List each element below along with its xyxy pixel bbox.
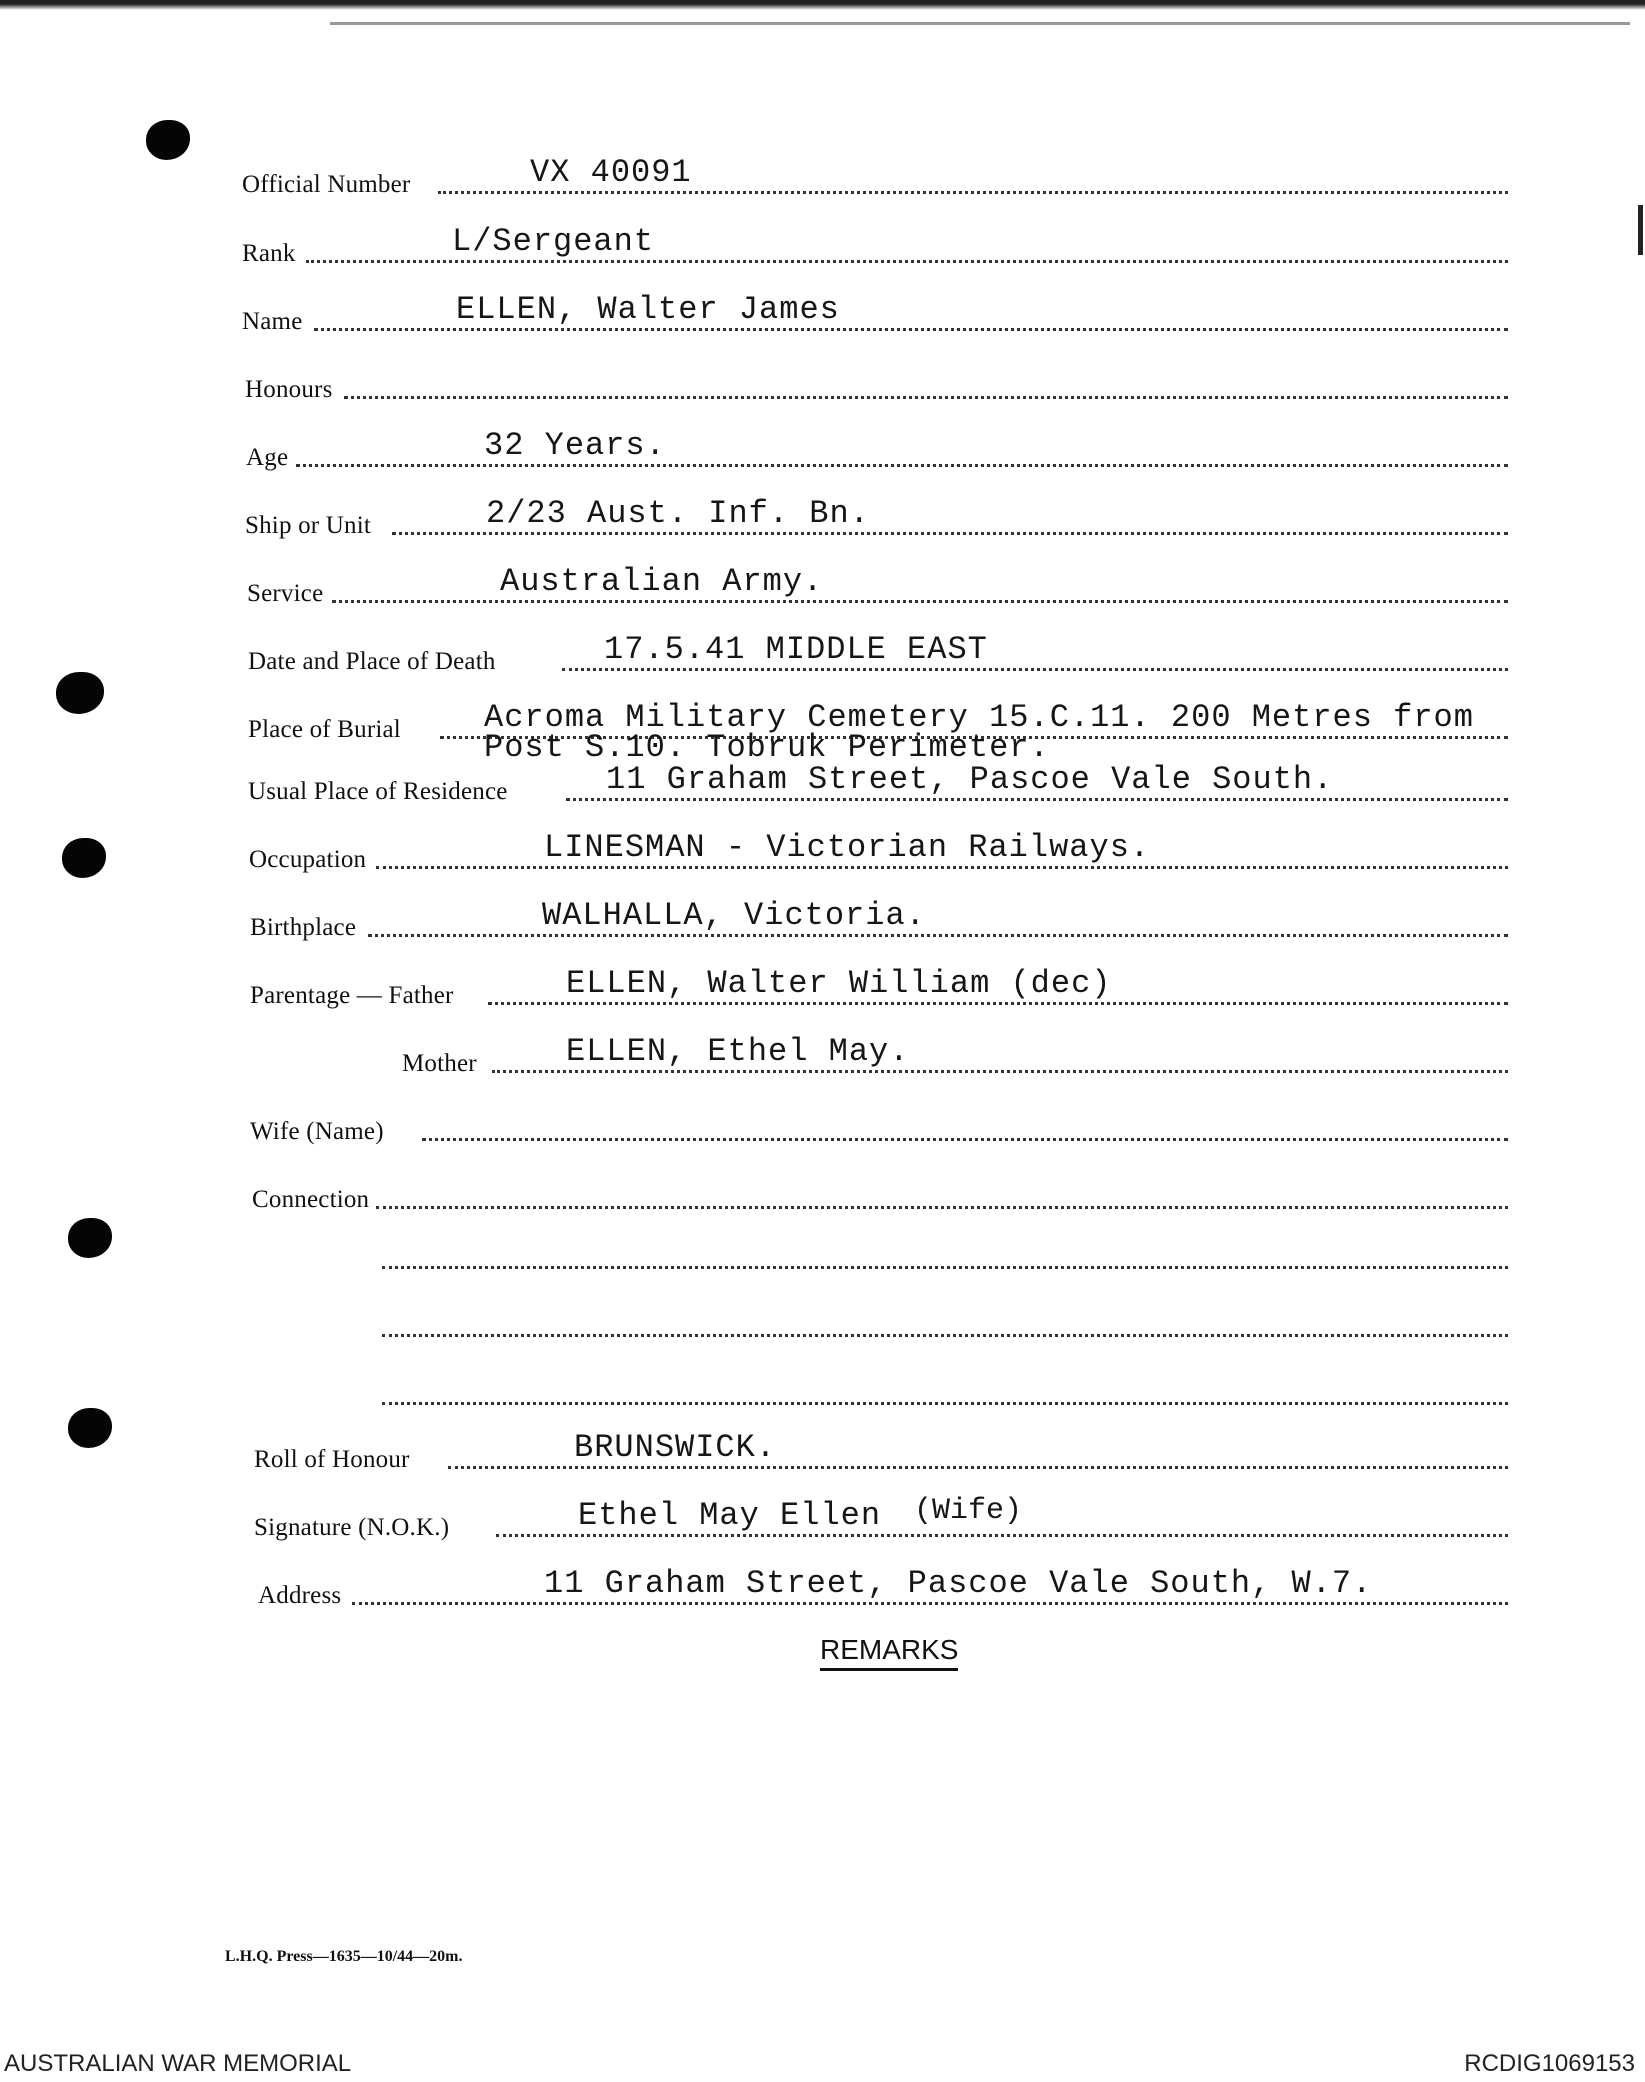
field-label: Honours xyxy=(245,376,333,403)
field-birthplace xyxy=(0,888,1645,948)
field-label: Connection xyxy=(252,1186,370,1213)
dotted-line xyxy=(448,1466,1508,1469)
field-occupation xyxy=(0,820,1645,880)
dotted-line xyxy=(562,668,1508,671)
field-address xyxy=(0,1556,1645,1616)
dotted-line xyxy=(438,191,1508,194)
blank-line-row xyxy=(0,1220,1645,1280)
field-ship-or-unit xyxy=(0,486,1645,546)
field-label: Official Number xyxy=(242,171,411,198)
blank-line-row xyxy=(0,1288,1645,1348)
dotted-line xyxy=(376,1206,1508,1209)
dotted-line xyxy=(492,1070,1508,1073)
field-value: 2/23 Aust. Inf. Bn. xyxy=(486,495,870,532)
field-value: BRUNSWICK. xyxy=(574,1429,777,1466)
field-mother xyxy=(0,1024,1645,1084)
field-value: 11 Graham Street, Pascoe Vale South, W.7. xyxy=(544,1565,1373,1602)
field-label: Name xyxy=(242,308,303,335)
field-service xyxy=(0,554,1645,614)
field-value: 17.5.41 MIDDLE EAST xyxy=(604,631,988,668)
field-label: Parentage — Father xyxy=(250,982,454,1009)
field-label: Signature (N.O.K.) xyxy=(254,1514,450,1541)
field-value: ELLEN, Walter James xyxy=(456,291,840,328)
page-top-edge xyxy=(0,0,1645,10)
dotted-line xyxy=(306,260,1508,263)
field-label: Service xyxy=(247,580,324,607)
field-value: 11 Graham Street, Pascoe Vale South. xyxy=(606,761,1334,798)
field-label: Wife (Name) xyxy=(250,1118,384,1145)
field-connection xyxy=(0,1160,1645,1220)
field-signature xyxy=(0,1488,1645,1548)
field-value: WALHALLA, Victoria. xyxy=(542,897,926,934)
dotted-line xyxy=(314,328,1508,331)
blank-line-row xyxy=(0,1356,1645,1416)
dotted-line xyxy=(488,1002,1508,1005)
field-label: Occupation xyxy=(249,846,367,873)
field-label: Mother xyxy=(402,1050,477,1077)
field-place-of-burial xyxy=(0,690,1645,766)
field-label: Place of Burial xyxy=(248,716,401,743)
field-label: Ship or Unit xyxy=(245,512,372,539)
field-value: ELLEN, Walter William (dec) xyxy=(566,965,1112,1002)
dotted-line xyxy=(422,1138,1508,1141)
field-value: 32 Years. xyxy=(484,427,666,464)
dotted-line xyxy=(566,798,1508,801)
field-value: ELLEN, Ethel May. xyxy=(566,1033,910,1070)
field-wife xyxy=(0,1092,1645,1152)
field-value-line2: Post S.10. Tobruk Perimeter. xyxy=(484,729,1050,766)
dotted-line xyxy=(344,396,1508,399)
dotted-line xyxy=(368,934,1508,937)
dotted-line xyxy=(296,464,1508,467)
field-residence xyxy=(0,752,1645,812)
field-name xyxy=(0,282,1645,342)
field-label: Roll of Honour xyxy=(254,1446,410,1473)
field-label: Date and Place of Death xyxy=(248,648,496,675)
dotted-line xyxy=(332,600,1508,603)
dotted-line xyxy=(376,866,1508,869)
field-value: Ethel May Ellen xyxy=(578,1497,882,1534)
field-label: Age xyxy=(246,444,289,471)
dotted-line xyxy=(382,1334,1508,1337)
field-value: L/Sergeant xyxy=(452,223,655,260)
field-label: Usual Place of Residence xyxy=(248,778,508,805)
dotted-line xyxy=(382,1402,1508,1405)
field-value: Australian Army. xyxy=(500,563,824,600)
field-value: VX 40091 xyxy=(530,154,692,191)
field-value: LINESMAN - Victorian Railways. xyxy=(544,829,1151,866)
dotted-line xyxy=(352,1602,1508,1605)
field-label: Address xyxy=(258,1582,342,1609)
field-age xyxy=(0,418,1645,478)
dotted-line xyxy=(382,1266,1508,1269)
field-rank xyxy=(0,214,1645,274)
press-line: L.H.Q. Press—1635—10/44—20m. xyxy=(225,1948,463,1965)
field-label: Rank xyxy=(242,240,296,267)
field-father xyxy=(0,956,1645,1016)
archive-footer-left: AUSTRALIAN WAR MEMORIAL xyxy=(4,2050,352,2077)
field-honours xyxy=(0,350,1645,410)
archive-footer-right: RCDIG1069153 xyxy=(1464,2050,1635,2077)
field-official-number xyxy=(0,145,1645,205)
field-roll-of-honour xyxy=(0,1420,1645,1480)
field-value: Acroma Military Cemetery 15.C.11. 200 Metres from xyxy=(484,699,1474,736)
remarks-heading: REMARKS xyxy=(820,1634,958,1671)
field-date-place-of-death xyxy=(0,622,1645,682)
signature-note: (Wife) xyxy=(914,1494,1023,1528)
dotted-line xyxy=(392,532,1508,535)
dotted-line xyxy=(496,1534,1508,1537)
field-label: Birthplace xyxy=(250,914,357,941)
page-top-shadow-line xyxy=(330,22,1630,25)
